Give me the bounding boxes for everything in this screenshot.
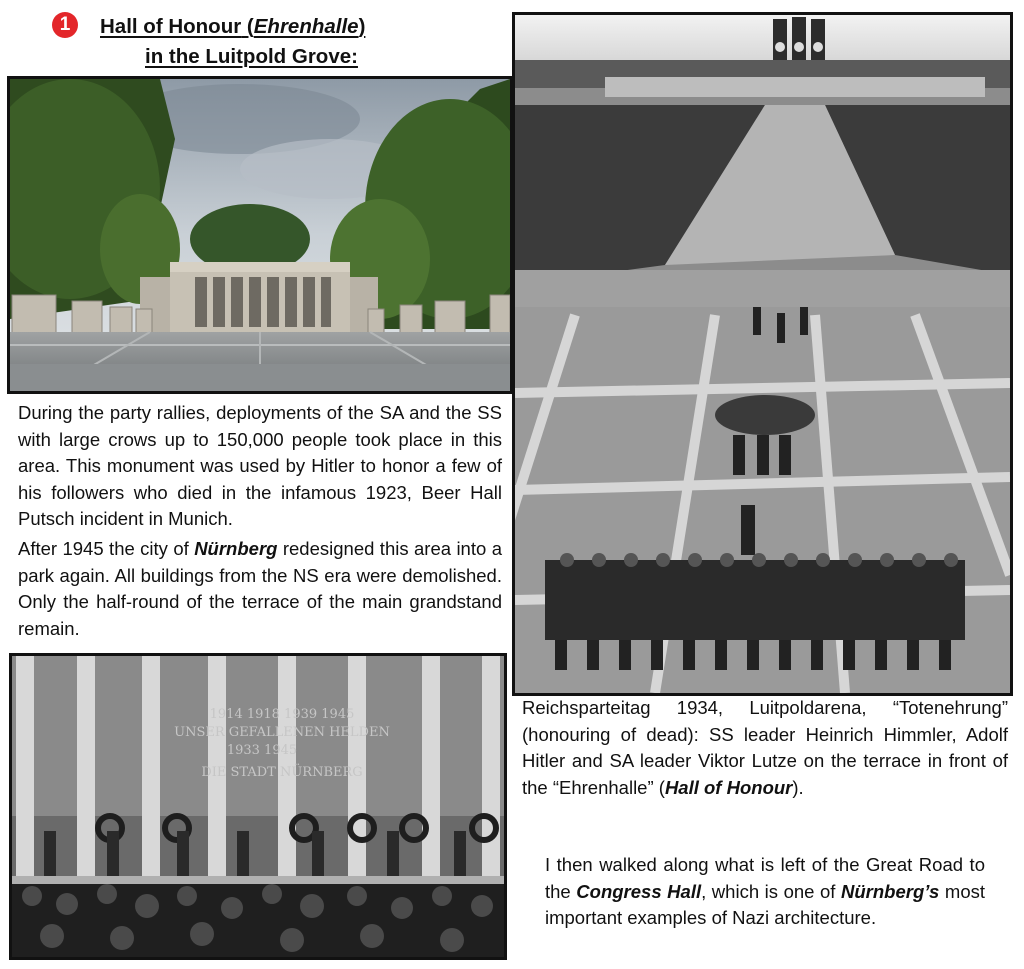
inscription-line-2: UNSER GEFALLENEN HELDEN <box>174 725 390 740</box>
title-paren-close: ) <box>358 15 366 38</box>
title-main: Hall of Honour <box>100 15 242 38</box>
inscription-line-3: 1933 1945 <box>226 743 298 758</box>
inscription-line-1: 1914 1918 1939 1945 <box>209 707 355 722</box>
paragraph-after-1945 <box>18 536 502 642</box>
closing-part-1: I then walked along what is left of the Great Road to the <box>545 854 985 902</box>
paragraph-party-rallies: During the party rallies, deployments of the SA and the SS with large crows up to 150,000 people took place in this area. This monument was used by Hitler to honor a few of his followers who died in the infamous 1923, Beer Hall Putsch incident in Munich. <box>18 402 502 529</box>
inscription-line-4: DIE STADT NÜRNBERG <box>201 765 363 780</box>
closing-part-3: most important examples of Nazi architecture. <box>545 880 986 928</box>
title-italic: Ehrenhalle <box>253 15 359 38</box>
photo-hall-of-honour-ceremony <box>9 653 507 960</box>
title-paren-open: ( <box>241 15 254 38</box>
photo-luitpoldarena-1934 <box>512 12 1013 696</box>
page-title <box>50 8 470 72</box>
caption-text: Reichsparteitag 1934, Luitpoldarena, “Totenehrung” (honouring of dead): SS leader Heinrich Himmler, Adolf Hitler and SA leader Viktor Lutze on the terrace in front of the “Ehrenhalle” ( <box>522 697 1008 798</box>
caption-end: ). <box>792 776 804 798</box>
p2-after: redesigned this area into a park again. All buildings from the NS era were demolished. Only the half-round of the terrace of the main grandstand remain. <box>18 538 502 639</box>
paragraph-congress-hall <box>545 852 985 932</box>
section-number-badge: 1 <box>52 12 78 38</box>
p2-emphasis: Nürnberg <box>194 538 278 559</box>
closing-part-2: , which is one of <box>701 880 841 902</box>
p2-before: After 1945 the city of <box>18 538 195 559</box>
caption-emphasis: Hall of Honour <box>664 776 793 798</box>
closing-emph-nurnberg: Nürnberg’s <box>841 880 940 902</box>
closing-emph-congress-hall: Congress Hall <box>576 880 702 902</box>
title-line-1 <box>100 15 365 39</box>
photo-caption <box>522 695 1008 801</box>
photo-hall-of-honour-park <box>7 76 513 394</box>
title-line-2: in the Luitpold Grove: <box>145 45 358 68</box>
